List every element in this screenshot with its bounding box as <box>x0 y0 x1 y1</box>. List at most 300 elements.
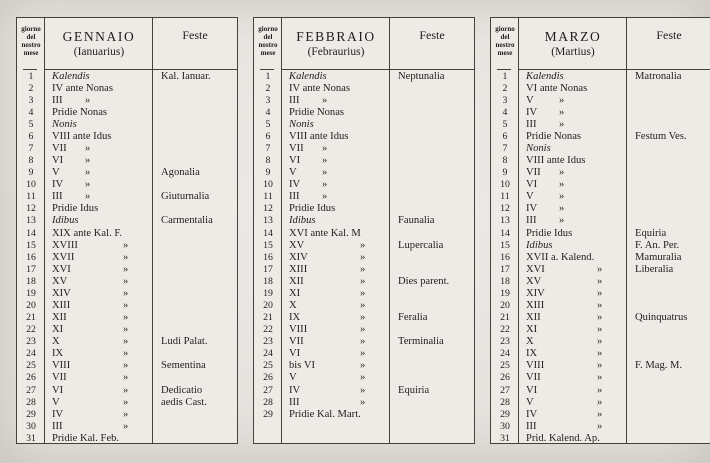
feste-label: Carmentalia <box>161 215 213 227</box>
feste-label <box>627 143 710 155</box>
feste-label: Ludi Palat. <box>161 336 208 348</box>
roman-day-label <box>45 336 153 348</box>
ditto-mark: » <box>360 275 366 287</box>
day-header-line: mese <box>260 49 276 57</box>
day-number: 3 <box>502 94 508 106</box>
roman-day-label <box>45 276 153 288</box>
day-number: 25 <box>500 360 510 372</box>
column-divider <box>281 18 282 443</box>
ditto-mark: » <box>85 179 91 191</box>
month-latin-name: (Ianuarius) <box>73 46 125 58</box>
roman-day-label <box>282 107 390 119</box>
ditto-mark: » <box>360 287 366 299</box>
feste-label <box>627 372 710 384</box>
day-number: 12 <box>263 203 273 215</box>
day-number: 19 <box>26 287 36 299</box>
feste-label <box>627 421 710 433</box>
day-label-text: V <box>52 396 60 408</box>
day-number: 19 <box>263 287 273 299</box>
ditto-mark: » <box>597 348 603 360</box>
day-row <box>254 167 474 179</box>
day-number: 12 <box>500 203 510 215</box>
feste-label: Lupercalia <box>398 239 444 251</box>
column-divider <box>44 18 45 443</box>
roman-day-label <box>519 348 627 360</box>
roman-day-label <box>519 179 627 191</box>
ditto-mark: » <box>360 239 366 251</box>
day-header-line: giorno <box>495 25 515 33</box>
day-row <box>491 155 710 167</box>
day-row <box>254 300 474 312</box>
ditto-mark: » <box>123 312 129 324</box>
feste-label <box>390 252 474 264</box>
day-row <box>491 215 710 227</box>
ditto-mark: » <box>322 191 328 203</box>
day-number: 2 <box>265 82 271 94</box>
day-number: 6 <box>502 130 508 142</box>
column-divider <box>389 18 390 443</box>
feste-label <box>390 83 474 95</box>
day-number: 21 <box>26 312 36 324</box>
day-row <box>17 95 237 107</box>
feste-column-header: Feste <box>419 28 445 42</box>
day-row <box>17 360 237 372</box>
ditto-mark: » <box>322 94 328 106</box>
roman-day-label <box>45 131 153 143</box>
day-number: 5 <box>502 118 508 130</box>
feste-label <box>390 179 474 191</box>
header-separator-line <box>518 69 710 70</box>
roman-day-label <box>45 300 153 312</box>
day-row <box>254 288 474 300</box>
day-row <box>491 433 710 443</box>
day-row <box>254 71 474 83</box>
roman-day-label <box>45 288 153 300</box>
day-row <box>491 252 710 264</box>
ditto-mark: » <box>360 324 366 336</box>
day-number: 27 <box>26 384 36 396</box>
roman-day-label <box>519 409 627 421</box>
day-row <box>17 191 237 203</box>
day-number: 17 <box>263 263 273 275</box>
feste-label <box>627 107 710 119</box>
feste-label: Giuturnalia <box>161 191 210 203</box>
roman-day-label <box>45 143 153 155</box>
day-label-text: Pridie Kal. Mart. <box>289 408 361 420</box>
month-name: MARZO <box>544 29 602 44</box>
day-number: 14 <box>263 227 273 239</box>
day-row <box>254 336 474 348</box>
ditto-mark: » <box>360 396 366 408</box>
feste-label <box>390 155 474 167</box>
feste-label <box>390 95 474 107</box>
table-body <box>17 71 237 444</box>
day-row <box>17 215 237 227</box>
day-label-text: X <box>526 336 534 348</box>
roman-day-label <box>282 288 390 300</box>
feste-label <box>390 107 474 119</box>
day-label-text: Kalendis <box>289 70 327 82</box>
day-label-text: IX <box>289 312 301 324</box>
day-label-text: IV <box>52 179 64 191</box>
day-label-text: IV <box>526 408 538 420</box>
ditto-mark: » <box>123 263 129 275</box>
header-separator-line <box>281 69 474 70</box>
day-row <box>254 95 474 107</box>
month-table-gennaio <box>16 17 238 444</box>
day-label-text: IV <box>289 179 301 191</box>
roman-day-label <box>519 131 627 143</box>
roman-day-label <box>282 179 390 191</box>
feste-label <box>627 348 710 360</box>
roman-day-label <box>519 336 627 348</box>
ditto-mark: » <box>123 336 129 348</box>
day-label-text: XVI <box>52 263 71 275</box>
column-divider <box>626 18 627 443</box>
day-number: 13 <box>263 215 273 227</box>
ditto-mark: » <box>597 299 603 311</box>
ditto-mark: » <box>123 420 129 432</box>
day-row <box>491 240 710 252</box>
feste-label <box>627 300 710 312</box>
day-number: 3 <box>28 94 34 106</box>
feste-column-header: Feste <box>656 28 682 42</box>
day-number: 23 <box>500 336 510 348</box>
day-row <box>254 348 474 360</box>
column-divider <box>518 18 519 443</box>
roman-day-label <box>282 143 390 155</box>
feste-label <box>153 119 237 131</box>
day-row <box>254 276 474 288</box>
day-row <box>491 191 710 203</box>
feste-label <box>627 155 710 167</box>
day-label-text: XIV <box>289 251 308 263</box>
day-row <box>491 131 710 143</box>
roman-day-label <box>282 276 390 288</box>
ditto-mark: » <box>322 167 328 179</box>
month-latin-name: (Febraurius) <box>307 46 365 58</box>
day-number: 6 <box>28 130 34 142</box>
feste-label: Matronalia <box>635 70 682 82</box>
roman-day-label <box>519 240 627 252</box>
day-number: 25 <box>263 360 273 372</box>
day-label-text: XIV <box>526 287 545 299</box>
roman-day-label <box>519 360 627 372</box>
day-label-text: III <box>52 420 63 432</box>
day-number: 10 <box>500 179 510 191</box>
day-row <box>491 95 710 107</box>
day-number: 22 <box>26 324 36 336</box>
day-number: 7 <box>502 142 508 154</box>
feste-label <box>627 191 710 203</box>
feste-label: Mamuralia <box>635 251 682 263</box>
day-label-text: III <box>52 191 63 203</box>
day-row <box>254 131 474 143</box>
day-row <box>17 312 237 324</box>
feste-label: Faunalia <box>398 215 435 227</box>
day-row <box>254 179 474 191</box>
feste-label <box>390 397 474 409</box>
ditto-mark: » <box>360 251 366 263</box>
feste-label <box>390 119 474 131</box>
feste-label: Dies parent. <box>398 275 450 287</box>
day-row <box>491 83 710 95</box>
day-row <box>17 409 237 421</box>
day-label-text: IV <box>526 106 538 118</box>
roman-day-label <box>282 300 390 312</box>
day-row <box>491 324 710 336</box>
day-row <box>17 240 237 252</box>
feste-label <box>627 83 710 95</box>
day-row <box>17 131 237 143</box>
day-label-text: Pridie Nonas <box>526 130 582 142</box>
day-number: 17 <box>26 263 36 275</box>
day-label-text: V <box>526 396 534 408</box>
table-header <box>491 18 710 69</box>
roman-day-label <box>282 83 390 95</box>
roman-day-label <box>45 385 153 397</box>
day-number: 28 <box>263 396 273 408</box>
roman-day-label <box>282 71 390 83</box>
ditto-mark: » <box>597 384 603 396</box>
roman-day-label <box>45 215 153 227</box>
day-number: 1 <box>28 70 34 82</box>
month-table-febbraio <box>253 17 475 444</box>
feste-label <box>153 433 237 443</box>
roman-day-label <box>282 397 390 409</box>
roman-day-label <box>519 397 627 409</box>
day-label-text: III <box>289 396 300 408</box>
day-number: 20 <box>500 299 510 311</box>
feste-label: Dedicatio <box>161 384 203 396</box>
calendar-tables-row <box>16 17 710 444</box>
day-label-text: V <box>526 191 534 203</box>
day-label-text: Pridie Kal. Feb. <box>52 432 120 443</box>
day-label-text: VII <box>526 167 541 179</box>
day-number: 15 <box>500 239 510 251</box>
day-number: 24 <box>263 348 273 360</box>
ditto-mark: » <box>597 372 603 384</box>
day-row <box>254 215 474 227</box>
ditto-mark: » <box>559 203 565 215</box>
day-row <box>17 288 237 300</box>
day-row <box>491 348 710 360</box>
ditto-mark: » <box>559 167 565 179</box>
day-number: 11 <box>500 191 510 203</box>
feste-label <box>627 288 710 300</box>
month-title-cell <box>519 18 627 69</box>
feste-label <box>390 372 474 384</box>
roman-day-label <box>45 240 153 252</box>
ditto-mark: » <box>123 324 129 336</box>
feste-label <box>627 167 710 179</box>
day-label-text: XIII <box>526 299 545 311</box>
feste-label <box>390 348 474 360</box>
day-label-text: IV <box>289 384 301 396</box>
day-row <box>491 360 710 372</box>
feste-label <box>153 203 237 215</box>
day-row <box>17 348 237 360</box>
ditto-mark: » <box>559 179 565 191</box>
day-label-text: Pridie Idus <box>526 227 573 239</box>
ditto-mark: » <box>123 299 129 311</box>
day-label-text: Idibus <box>52 215 79 227</box>
feste-label: Agonalia <box>161 167 200 179</box>
ditto-mark: » <box>597 360 603 372</box>
day-label-text: Pridie Nonas <box>52 106 108 118</box>
day-row <box>491 336 710 348</box>
roman-day-label <box>282 312 390 324</box>
ditto-mark: » <box>123 408 129 420</box>
ditto-mark: » <box>322 142 328 154</box>
roman-day-label <box>519 167 627 179</box>
roman-day-label <box>45 264 153 276</box>
day-label-text: XIII <box>52 299 71 311</box>
day-label-text: Pridie Nonas <box>289 106 345 118</box>
day-label-text: Nonis <box>289 118 314 130</box>
ditto-mark: » <box>123 251 129 263</box>
day-number: 26 <box>500 372 510 384</box>
ditto-mark: » <box>123 360 129 372</box>
ditto-mark: » <box>123 239 129 251</box>
ditto-mark: » <box>597 420 603 432</box>
roman-day-label <box>282 215 390 227</box>
day-label-text: VI ante Nonas <box>526 82 588 94</box>
ditto-mark: » <box>559 94 565 106</box>
roman-day-label <box>282 191 390 203</box>
roman-day-label <box>282 240 390 252</box>
day-header-line: mese <box>23 49 39 57</box>
day-row <box>254 155 474 167</box>
feste-label <box>153 83 237 95</box>
feste-label <box>153 300 237 312</box>
day-number: 8 <box>265 155 271 167</box>
ditto-mark: » <box>559 118 565 130</box>
roman-day-label <box>45 397 153 409</box>
day-label-text: XVIII <box>52 239 78 251</box>
feste-label <box>153 240 237 252</box>
feste-label <box>627 276 710 288</box>
day-row <box>17 143 237 155</box>
day-row <box>254 143 474 155</box>
day-header-line: nostro <box>258 41 278 49</box>
day-row <box>254 203 474 215</box>
roman-day-label <box>519 203 627 215</box>
day-label-text: VIII <box>289 324 308 336</box>
column-divider <box>152 18 153 443</box>
day-row <box>491 179 710 191</box>
day-row <box>491 421 710 433</box>
day-row <box>17 324 237 336</box>
feste-label <box>390 228 474 240</box>
day-number: 15 <box>263 239 273 251</box>
day-row <box>491 143 710 155</box>
table-header <box>254 18 474 69</box>
roman-day-label <box>45 71 153 83</box>
day-number: 31 <box>26 432 36 443</box>
roman-day-label <box>45 179 153 191</box>
day-label-text: VIII ante Idus <box>52 130 112 142</box>
feste-label: Neptunalia <box>398 70 445 82</box>
day-row <box>17 252 237 264</box>
feste-label <box>153 155 237 167</box>
roman-day-label <box>519 264 627 276</box>
day-number: 4 <box>265 106 271 118</box>
feste-label <box>153 312 237 324</box>
feste-label <box>627 119 710 131</box>
day-label-text: III <box>526 118 537 130</box>
ditto-mark: » <box>123 275 129 287</box>
day-number: 2 <box>28 82 34 94</box>
feste-label: Equiria <box>635 227 667 239</box>
table-body <box>491 71 710 444</box>
ditto-mark: » <box>85 155 91 167</box>
day-label-text: VIII ante Idus <box>526 155 586 167</box>
ditto-mark: » <box>559 191 565 203</box>
ditto-mark: » <box>123 287 129 299</box>
day-number: 22 <box>263 324 273 336</box>
roman-day-label <box>45 372 153 384</box>
day-number: 1 <box>265 70 271 82</box>
ditto-mark: » <box>559 215 565 227</box>
day-label-text: Pridie Idus <box>289 203 336 215</box>
month-name: FEBBRAIO <box>296 29 376 44</box>
header-separator-dash <box>260 69 274 70</box>
day-number: 30 <box>26 420 36 432</box>
day-row <box>254 324 474 336</box>
day-label-text: VI <box>526 384 538 396</box>
roman-day-label <box>45 83 153 95</box>
day-label-text: XV <box>52 275 68 287</box>
day-number: 8 <box>28 155 34 167</box>
day-row <box>17 179 237 191</box>
ditto-mark: » <box>597 336 603 348</box>
day-label-text: V <box>289 167 297 179</box>
day-row <box>17 167 237 179</box>
feste-label <box>627 95 710 107</box>
feste-label <box>153 421 237 433</box>
day-number: 21 <box>263 312 273 324</box>
day-number: 27 <box>263 384 273 396</box>
day-row <box>491 71 710 83</box>
day-row <box>17 228 237 240</box>
ditto-mark: » <box>85 94 91 106</box>
ditto-mark: » <box>597 324 603 336</box>
feste-label <box>153 348 237 360</box>
roman-day-label <box>282 385 390 397</box>
day-label-text: V <box>526 94 534 106</box>
day-row <box>17 433 237 443</box>
month-title-cell <box>45 18 153 69</box>
roman-day-label <box>282 155 390 167</box>
day-row <box>254 397 474 409</box>
day-row <box>17 203 237 215</box>
roman-day-label <box>45 433 153 443</box>
roman-day-label <box>282 203 390 215</box>
day-label-text: III <box>289 94 300 106</box>
feste-column-header: Feste <box>182 28 208 42</box>
feste-label <box>627 433 710 443</box>
roman-day-label <box>519 228 627 240</box>
day-number: 27 <box>500 384 510 396</box>
feste-label <box>390 203 474 215</box>
day-number: 29 <box>26 408 36 420</box>
day-label-text: VI <box>289 348 301 360</box>
day-row <box>254 372 474 384</box>
feste-label <box>390 264 474 276</box>
day-row <box>491 409 710 421</box>
day-label-text: III <box>526 420 537 432</box>
